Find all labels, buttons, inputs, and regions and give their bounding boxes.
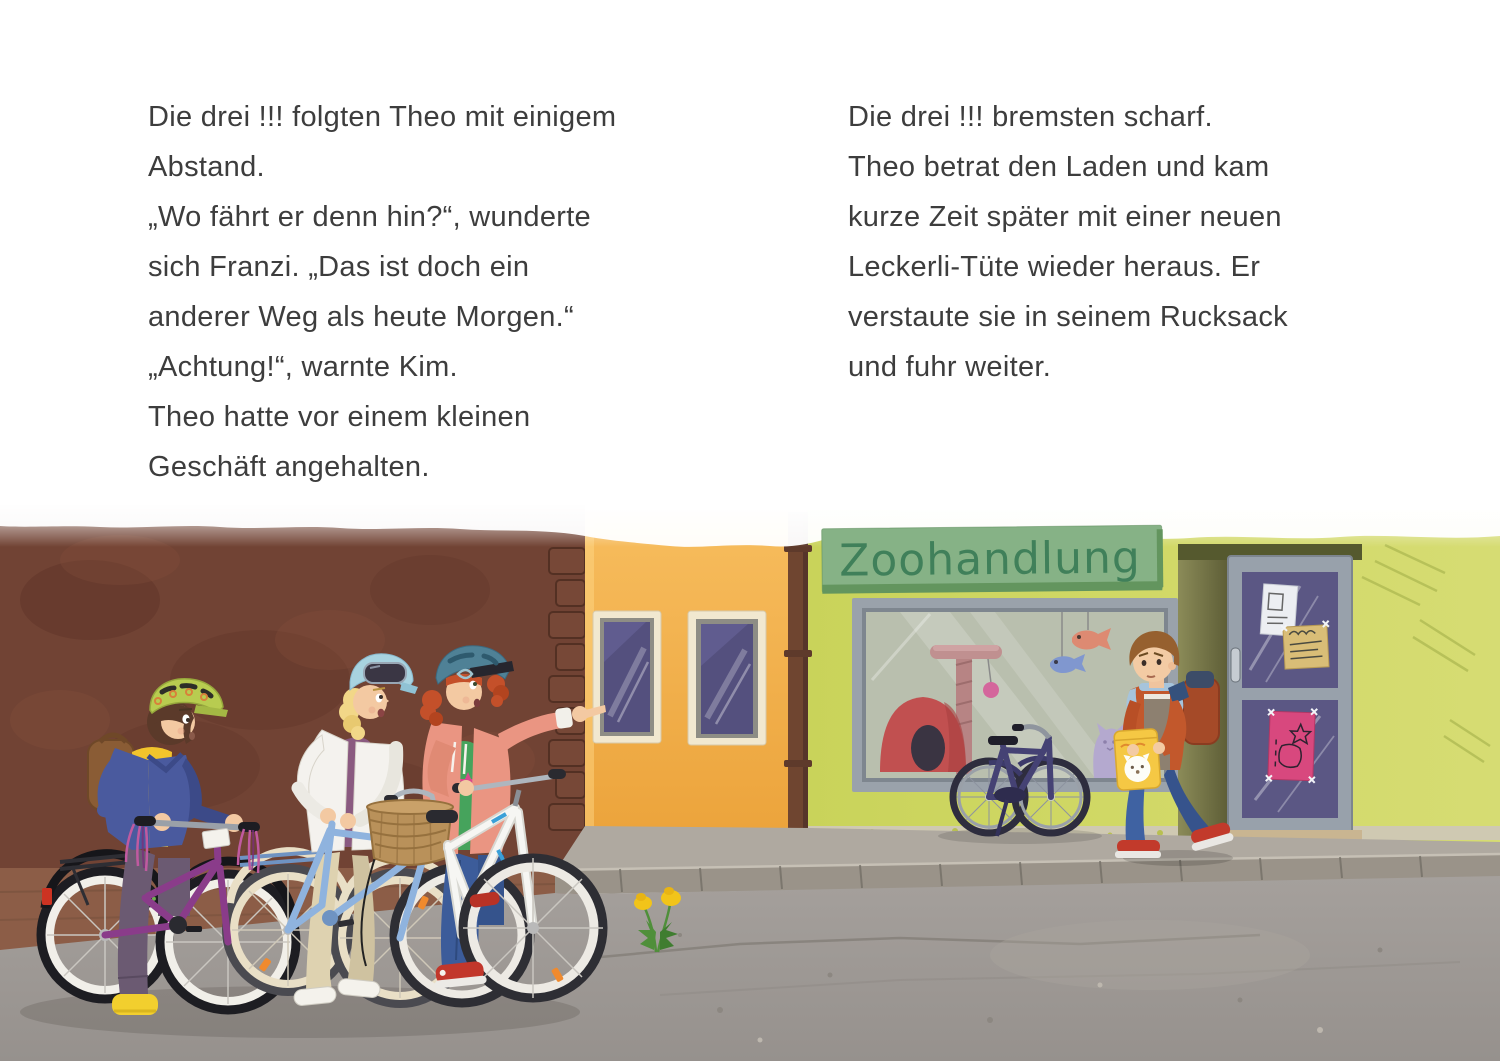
zoohandlung-sign <box>822 525 1164 594</box>
sign-text: Zoohandlung <box>838 532 1142 587</box>
story-line: kurze Zeit später mit einer neuen <box>848 201 1282 233</box>
toy-ball <box>983 682 999 698</box>
story-line: Theo hatte vor einem kleinen <box>148 401 531 433</box>
drainpipe <box>784 512 812 852</box>
door-handle <box>1231 648 1240 682</box>
white-top-fade <box>0 505 1500 547</box>
door-poster-pink <box>1266 707 1318 783</box>
story-line: Geschäft angehalten. <box>148 451 430 483</box>
story-line: Abstand. <box>148 151 265 183</box>
bicycle-basket <box>367 800 453 866</box>
shoe <box>1115 840 1161 858</box>
story-line: Leckerli-Tüte wieder heraus. Er <box>848 251 1261 283</box>
story-left-column <box>148 92 616 492</box>
story-line: Die drei !!! folgten Theo mit einigem <box>148 101 617 133</box>
treat-bag <box>1114 729 1161 791</box>
story-line: „Wo fährt er denn hin?“, wunderte <box>148 201 591 233</box>
story-line: Theo betrat den Laden und kam <box>848 151 1270 183</box>
story-line: „Achtung!“, warnte Kim. <box>148 351 458 383</box>
door-poster-tan <box>1281 621 1331 669</box>
orange-building <box>585 510 807 830</box>
street-scene-illustration <box>0 505 1500 1061</box>
story-line: Die drei !!! bremsten scharf. <box>848 101 1213 133</box>
story-line: sich Franzi. „Das ist doch ein <box>148 251 530 283</box>
story-line: anderer Weg als heute Morgen.“ <box>148 301 574 333</box>
story-right-column <box>848 92 1288 392</box>
story-line: und fuhr weiter. <box>848 351 1052 383</box>
story-line: verstaute sie in seinem Rucksack <box>848 301 1288 333</box>
building-window <box>593 611 661 743</box>
building-window <box>688 611 766 745</box>
shop-door <box>1222 556 1362 844</box>
backpack <box>1183 671 1219 744</box>
